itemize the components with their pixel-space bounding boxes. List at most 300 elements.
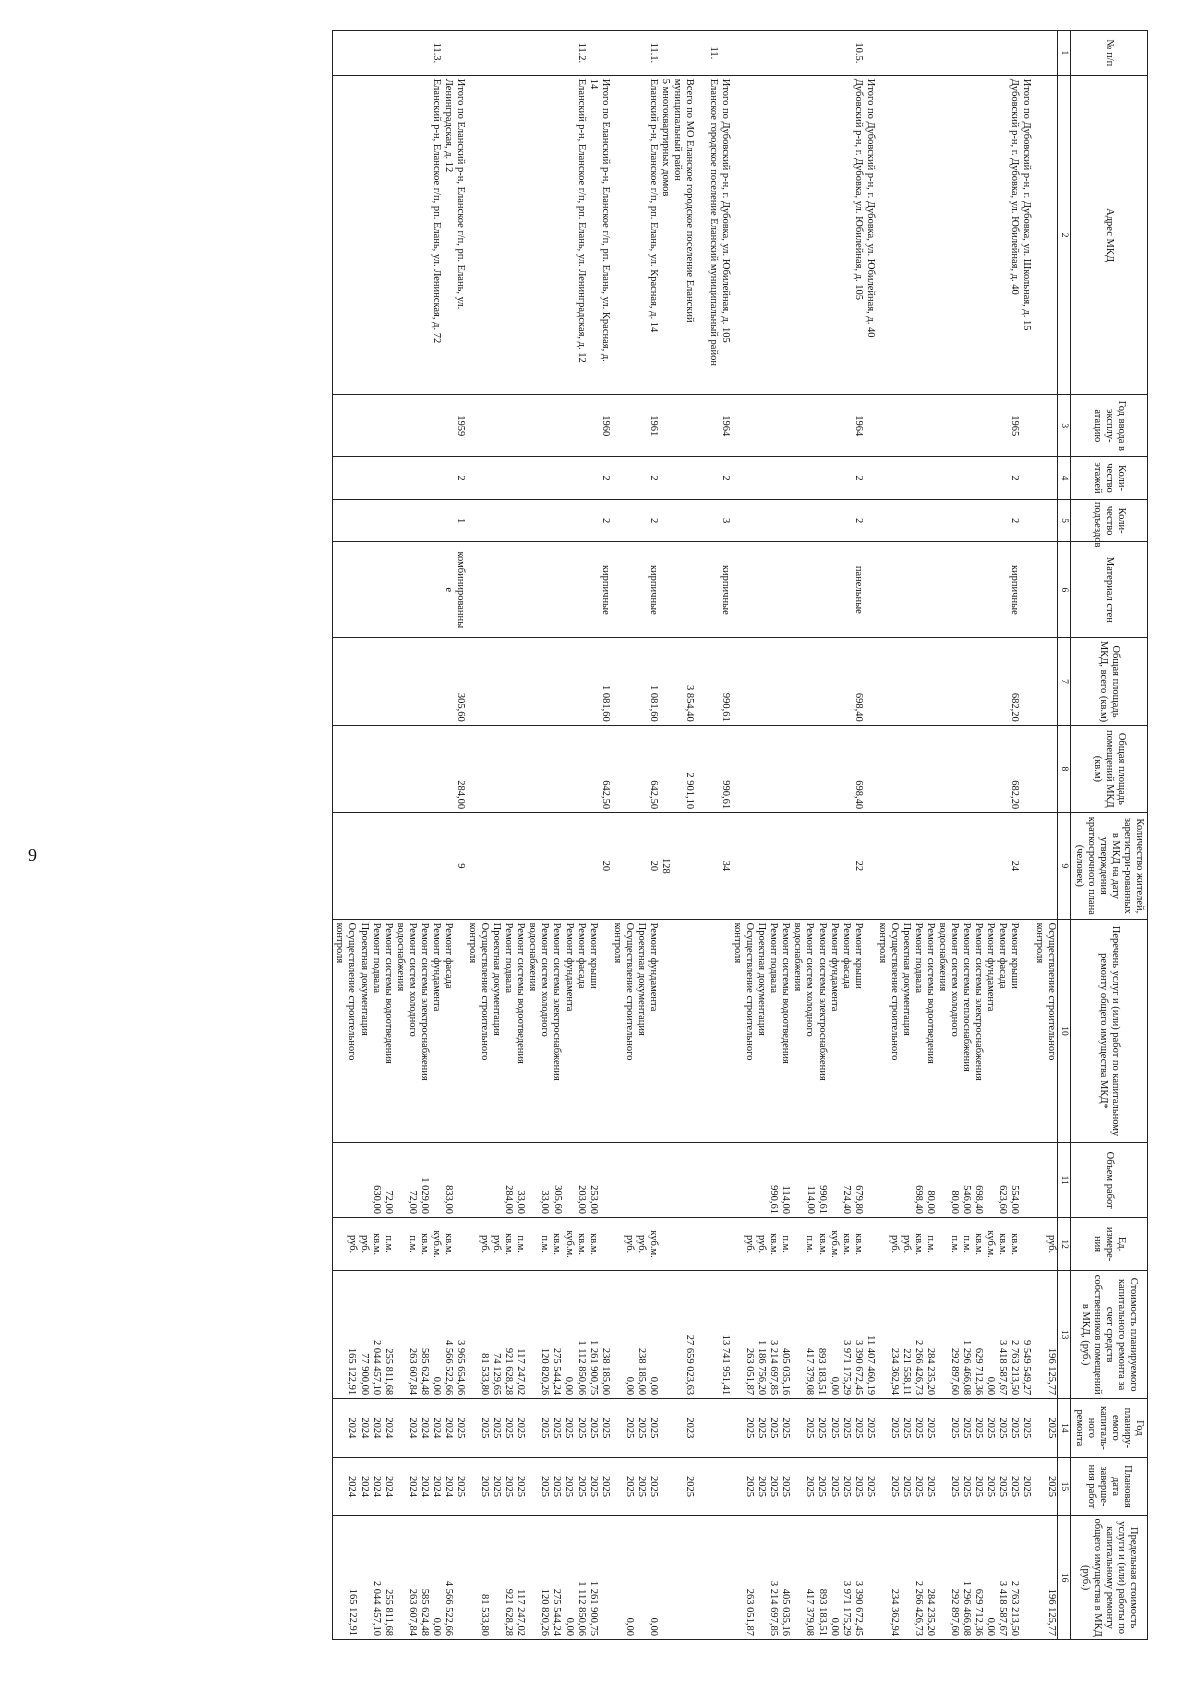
cell-line bbox=[454, 34, 466, 72]
cell-line: 1 112 850,06 bbox=[575, 1581, 587, 1636]
cell-col-13 bbox=[876, 1271, 1033, 1399]
cell-line: 2025 bbox=[515, 1475, 527, 1497]
cell-line bbox=[442, 34, 454, 72]
cell-line bbox=[671, 1274, 683, 1395]
cell-line: 2025 bbox=[551, 1475, 563, 1497]
cell-line: 1 186 756,20 bbox=[756, 1339, 768, 1396]
cell-line bbox=[1045, 729, 1057, 809]
cell-line bbox=[900, 1146, 912, 1214]
cell-line: 2024 bbox=[406, 1475, 418, 1497]
cell-line: Ленинградская, д. 12 bbox=[442, 78, 454, 173]
cell-line bbox=[864, 398, 876, 453]
cell-line: 1964 bbox=[720, 415, 732, 437]
cell-line bbox=[526, 1519, 538, 1636]
cell-line bbox=[671, 729, 683, 809]
cell-line bbox=[683, 460, 695, 496]
cell-line: 165 122,91 bbox=[346, 1347, 358, 1396]
cell-line: Ремонт крыши bbox=[852, 922, 864, 989]
cell-line: 0,00 bbox=[828, 1617, 840, 1636]
cell-col-9 bbox=[731, 813, 876, 920]
cell-col-13 bbox=[611, 1271, 695, 1399]
cell-line bbox=[707, 1221, 719, 1267]
cell-col-7 bbox=[611, 638, 695, 725]
cell-col-11 bbox=[731, 1143, 876, 1218]
column-header-3: Год ввода в эксплу-атацию bbox=[1070, 395, 1147, 457]
cell-line: 2025 bbox=[575, 1417, 587, 1439]
cell-col-8 bbox=[1033, 725, 1058, 812]
cell-line: 2024 bbox=[442, 1475, 454, 1497]
cell-line: Ремонт фасада bbox=[997, 922, 1009, 989]
cell-line bbox=[1045, 460, 1057, 496]
cell-line: 2025 bbox=[587, 1475, 599, 1497]
cell-line: Еланский р-н, Еланское г/п, рп. Елань, ул. Ленинская, д. 72 bbox=[430, 78, 442, 344]
cell-line: 585 624,48 bbox=[418, 1347, 430, 1396]
cell-line: 2025 bbox=[961, 1417, 973, 1439]
cell-line: 114,00 bbox=[780, 1185, 792, 1214]
cell-line: 5 многоквартирных домов bbox=[659, 78, 671, 197]
cell-line: 120 820,26 bbox=[539, 1347, 551, 1396]
cell-line: 642,50 bbox=[599, 780, 611, 810]
cell-line: Ремонт фасада bbox=[443, 922, 454, 989]
cell-line: 2025 bbox=[1021, 1417, 1033, 1439]
cell-line bbox=[1045, 503, 1057, 539]
cell-line: 263 051,87 bbox=[744, 1588, 756, 1636]
cell-col-13 bbox=[695, 1271, 731, 1399]
cell-line: панельные bbox=[852, 565, 864, 614]
cell-line bbox=[442, 503, 454, 539]
cell-line: 10.5. bbox=[852, 42, 864, 64]
cell-line: водоснабжения bbox=[527, 922, 539, 992]
cell-line: п.м. bbox=[406, 1235, 418, 1253]
cell-line bbox=[791, 1519, 803, 1636]
cell-line bbox=[563, 1146, 575, 1214]
cell-line: 2025 bbox=[925, 1417, 937, 1439]
cell-line bbox=[695, 545, 707, 634]
cell-line: 2025 bbox=[804, 1475, 816, 1497]
cell-line: 1 029,00 bbox=[418, 1177, 430, 1214]
cell-line: куб.м. bbox=[828, 1230, 840, 1258]
cell-line: 284 235,20 bbox=[925, 1347, 937, 1396]
cell-line: Ремонт систем холодного bbox=[406, 922, 418, 1037]
column-header-12: Ед. измере-ния bbox=[1070, 1217, 1147, 1270]
cell-line bbox=[587, 729, 599, 809]
column-header-16: Предельная стоимость услуги и (или) работы по капитальному ремонту общего имущества в МКД (руб.) bbox=[1070, 1516, 1147, 1640]
cell-line bbox=[599, 1221, 611, 1267]
cell-col-9 bbox=[611, 813, 695, 920]
cell-line: 2025 bbox=[503, 1475, 515, 1497]
cell-line: Ремонт системы водоотведения bbox=[515, 922, 527, 1064]
cell-col-5 bbox=[876, 499, 1033, 542]
cell-line: 2 bbox=[852, 475, 864, 481]
cell-col-12 bbox=[333, 1217, 466, 1270]
cell-col-1 bbox=[876, 31, 1033, 76]
cell-line: 679,80 bbox=[852, 1185, 864, 1214]
cell-line: 2025 bbox=[455, 1417, 466, 1439]
cell-line: 2025 bbox=[647, 1417, 659, 1439]
cell-line: 2025 bbox=[455, 1475, 466, 1497]
cell-line: 2025 bbox=[828, 1417, 840, 1439]
cell-line bbox=[1009, 34, 1021, 72]
cell-col-5 bbox=[466, 499, 611, 542]
cell-line bbox=[1033, 1402, 1045, 1454]
cell-line: Итого по Дубовский р-н, г. Дубовка, ул. Юбилейная, д. 105 bbox=[720, 78, 732, 343]
cell-line bbox=[430, 641, 442, 721]
cell-line: 630,00 bbox=[370, 1185, 382, 1214]
cell-line: Ремонт системы водоотведения bbox=[382, 922, 394, 1064]
cell-line: 2024 bbox=[430, 1417, 442, 1439]
cell-line bbox=[731, 1519, 743, 1636]
cell-line bbox=[454, 923, 466, 1140]
cell-line bbox=[695, 79, 707, 392]
cell-line bbox=[671, 1519, 683, 1636]
cell-line: кирпичные bbox=[720, 564, 732, 615]
cell-line: контроля bbox=[876, 922, 888, 964]
column-number-4: 4 bbox=[1057, 457, 1070, 500]
cell-col-6 bbox=[611, 542, 695, 638]
cell-line: 2025 bbox=[1021, 1475, 1033, 1497]
cell-line bbox=[707, 1461, 719, 1513]
cell-line: 2025 bbox=[864, 1417, 876, 1439]
cell-line: Проектная документация bbox=[358, 922, 370, 1036]
cell-line: 221 558,11 bbox=[900, 1348, 912, 1396]
cell-line: 2024 bbox=[358, 1475, 370, 1497]
cell-line bbox=[599, 1146, 611, 1214]
cell-line: 2025 bbox=[949, 1475, 961, 1497]
cell-line bbox=[864, 1146, 876, 1214]
cell-col-1 bbox=[1033, 31, 1058, 76]
cell-line: 2 bbox=[1009, 517, 1021, 524]
cell-line bbox=[394, 1461, 406, 1513]
cell-col-6 bbox=[333, 542, 466, 638]
column-number-12: 12 bbox=[1057, 1217, 1070, 1270]
cell-line: кв.м. bbox=[997, 1233, 1009, 1256]
cell-col-12 bbox=[466, 1217, 611, 1270]
cell-line: руб. bbox=[623, 1234, 635, 1254]
cell-line bbox=[683, 503, 695, 539]
cell-line: 2 bbox=[599, 475, 611, 481]
cell-line bbox=[1021, 503, 1033, 539]
column-header-1: № п/п bbox=[1070, 31, 1147, 76]
cell-line: 724,40 bbox=[840, 1185, 852, 1214]
cell-line: 284 235,20 bbox=[925, 1588, 937, 1636]
cell-line: куб.м. bbox=[647, 1230, 659, 1258]
cell-line: кв.м. bbox=[840, 1233, 852, 1256]
cell-line bbox=[575, 398, 587, 453]
cell-line: 234 362,94 bbox=[888, 1347, 900, 1396]
cell-line: 275 544,24 bbox=[551, 1588, 563, 1636]
cell-line: Ремонт системы электроснабжения bbox=[816, 922, 828, 1081]
cell-line bbox=[695, 460, 707, 496]
cell-col-7 bbox=[466, 638, 611, 725]
cell-line bbox=[1021, 1519, 1033, 1636]
cell-line: Ремонт подвала bbox=[913, 922, 924, 994]
header-row bbox=[1070, 31, 1147, 1640]
cell-line bbox=[659, 641, 671, 721]
cell-line: 2025 bbox=[780, 1417, 792, 1439]
cell-line: 203,00 bbox=[575, 1185, 587, 1214]
cell-line bbox=[1045, 641, 1057, 721]
cell-col-12 bbox=[731, 1217, 876, 1270]
cell-line: 196 125,77 bbox=[1045, 1347, 1057, 1396]
column-number-3: 3 bbox=[1057, 395, 1070, 457]
cell-line: 3 965 654,06 bbox=[455, 1339, 466, 1396]
cell-line: 2 266 426,73 bbox=[913, 1339, 924, 1396]
cell-line: Ремонт системы электроснабжения bbox=[973, 922, 985, 1081]
cell-line: 990,61 bbox=[720, 780, 732, 810]
cell-line bbox=[695, 641, 707, 721]
cell-line: п.м. bbox=[925, 1235, 937, 1253]
cell-line: кирпичные bbox=[1009, 564, 1021, 615]
cell-line: 0,00 bbox=[647, 1617, 659, 1636]
cell-col-1 bbox=[695, 31, 731, 76]
cell-line: 3 971 175,29 bbox=[840, 1339, 852, 1396]
cell-line bbox=[659, 1221, 671, 1267]
cell-line bbox=[864, 545, 876, 634]
cell-line: 921 628,28 bbox=[503, 1588, 515, 1636]
cell-col-9 bbox=[1033, 813, 1058, 920]
cell-line: 2024 bbox=[346, 1417, 358, 1439]
cell-line: 22 bbox=[852, 860, 864, 872]
cell-col-6 bbox=[695, 542, 731, 638]
cell-line bbox=[599, 34, 611, 72]
column-header-2: Адрес МКД bbox=[1070, 75, 1147, 395]
cell-line bbox=[695, 503, 707, 539]
cell-line bbox=[587, 641, 599, 721]
cell-line: кв.м. bbox=[370, 1233, 382, 1256]
cell-col-11 bbox=[466, 1143, 611, 1218]
cell-line bbox=[430, 398, 442, 453]
cell-line: 2025 bbox=[539, 1417, 551, 1439]
cell-col-15 bbox=[876, 1457, 1033, 1516]
cell-line bbox=[526, 1461, 538, 1513]
cell-line bbox=[659, 1461, 671, 1513]
cell-line: 546,00 bbox=[961, 1185, 973, 1214]
cell-line: 81 533,80 bbox=[479, 1594, 491, 1636]
cell-line: 11.1. bbox=[647, 42, 659, 64]
cell-line bbox=[1033, 1461, 1045, 1513]
cell-line: Ремонт системы водоотведения bbox=[925, 922, 937, 1064]
cell-line: 2 763 213,50 bbox=[1009, 1339, 1021, 1396]
table-row bbox=[611, 31, 695, 1640]
cell-line bbox=[888, 1146, 900, 1214]
cell-line bbox=[454, 1146, 466, 1214]
cell-line: 3 214 697,85 bbox=[768, 1339, 780, 1396]
cell-line: Ремонт систем холодного bbox=[949, 922, 961, 1037]
cell-line bbox=[1021, 1221, 1033, 1267]
cell-line: 2 bbox=[647, 517, 659, 524]
cell-line bbox=[466, 1274, 478, 1395]
cell-line: 2 bbox=[720, 475, 732, 481]
cell-line bbox=[587, 503, 599, 539]
cell-line bbox=[430, 460, 442, 496]
cell-line: 255 811,68 bbox=[382, 1348, 394, 1396]
cell-line bbox=[876, 1402, 888, 1454]
cell-line: 2025 bbox=[864, 1475, 876, 1497]
column-number-9: 9 bbox=[1057, 813, 1070, 920]
cell-col-7 bbox=[876, 638, 1033, 725]
table-row bbox=[731, 31, 876, 1640]
cell-line: Ремонт системы водоотведения bbox=[780, 922, 792, 1064]
cell-line bbox=[731, 1402, 743, 1454]
cell-line bbox=[659, 1274, 671, 1395]
cell-line: Ремонт крыши bbox=[587, 922, 599, 989]
cell-line bbox=[587, 545, 599, 634]
cell-line bbox=[659, 923, 671, 1140]
cell-line bbox=[635, 1519, 647, 1636]
cell-line bbox=[671, 460, 683, 496]
cell-line bbox=[575, 729, 587, 809]
cell-line: Осуществление строительного bbox=[479, 922, 491, 1061]
cell-line: куб.м. bbox=[563, 1230, 575, 1258]
cell-line: Ремонт системы электроснабжения bbox=[418, 922, 430, 1081]
cell-col-4 bbox=[466, 457, 611, 500]
cell-line bbox=[671, 1461, 683, 1513]
table-row bbox=[466, 31, 611, 1640]
cell-line bbox=[1045, 1146, 1057, 1214]
cell-col-14 bbox=[1033, 1399, 1058, 1458]
cell-line bbox=[454, 1221, 466, 1267]
cell-line: 990,61 bbox=[816, 1185, 828, 1214]
cell-line bbox=[695, 1519, 707, 1636]
cell-line: Дубовский р-н, г. Дубовка, ул. Юбилейная, д. 40 bbox=[1009, 78, 1021, 295]
cell-line: 305,60 bbox=[551, 1185, 563, 1214]
cell-line: 554,00 bbox=[1009, 1185, 1021, 1214]
cell-line bbox=[936, 1519, 948, 1636]
cell-line: 2025 bbox=[997, 1475, 1009, 1497]
cell-line bbox=[876, 1461, 888, 1513]
cell-line: 234 362,94 bbox=[889, 1588, 900, 1636]
cell-line: 2025 bbox=[587, 1417, 599, 1439]
cell-line bbox=[659, 1402, 671, 1454]
cell-line: Дубовский р-н, г. Дубовка, ул. Юбилейная, д. 105 bbox=[852, 78, 864, 301]
cell-line: 292 897,60 bbox=[949, 1347, 961, 1396]
cell-line bbox=[454, 1519, 466, 1636]
cell-line bbox=[731, 1221, 743, 1267]
cell-col-5 bbox=[695, 499, 731, 542]
cell-line: 2025 bbox=[515, 1417, 527, 1439]
cell-line: 24 bbox=[1009, 860, 1021, 872]
cell-line: 417 379,08 bbox=[804, 1588, 816, 1636]
cell-line: 2024 bbox=[406, 1417, 418, 1439]
cell-line: 2025 bbox=[479, 1475, 491, 1497]
cell-line: 263 051,87 bbox=[744, 1347, 756, 1396]
table-row bbox=[1033, 31, 1058, 1640]
cell-col-6 bbox=[466, 542, 611, 638]
cell-line: 2025 bbox=[623, 1417, 635, 1439]
cell-line: Ремонт фундамента bbox=[985, 922, 997, 1012]
cell-line bbox=[1021, 1146, 1033, 1214]
cell-line: 4 566 522,66 bbox=[442, 1339, 454, 1396]
cell-line bbox=[936, 1146, 948, 1214]
cell-line: 128 bbox=[659, 857, 671, 874]
cell-line bbox=[1033, 1519, 1045, 1636]
cell-line: 292 897,60 bbox=[949, 1588, 961, 1636]
cell-col-2 bbox=[1033, 75, 1058, 395]
cell-col-14 bbox=[876, 1399, 1033, 1458]
cell-line: куб.м. bbox=[430, 1230, 442, 1258]
column-header-9: Количество жителей, зарегистри-рованных в МКД на дату утверждения краткосрочного плана (человек) bbox=[1070, 813, 1147, 920]
cell-line: Ремонт системы теплоснабжения bbox=[961, 922, 973, 1072]
cell-line: 3 390 672,45 bbox=[852, 1339, 864, 1396]
cell-line bbox=[575, 503, 587, 539]
cell-line bbox=[707, 923, 719, 1140]
cell-line bbox=[695, 923, 707, 1140]
cell-col-11 bbox=[1033, 1143, 1058, 1218]
cell-line: кв.м. bbox=[768, 1233, 780, 1256]
table-row bbox=[333, 31, 466, 1640]
cell-line: 2 044 457,10 bbox=[370, 1580, 382, 1636]
cell-line bbox=[659, 545, 671, 634]
cell-line bbox=[984, 1146, 996, 1214]
cell-line: 284,00 bbox=[503, 1185, 515, 1214]
cell-col-1 bbox=[333, 31, 466, 76]
cell-line: 990,61 bbox=[720, 692, 732, 722]
cell-col-6 bbox=[731, 542, 876, 638]
cell-line bbox=[936, 1274, 948, 1395]
column-number-8: 8 bbox=[1057, 725, 1070, 812]
cell-line: руб. bbox=[346, 1234, 358, 1254]
page-number: 9 bbox=[28, 845, 37, 865]
cell-line: 2025 bbox=[575, 1475, 587, 1497]
cell-line bbox=[683, 1221, 695, 1267]
cell-line: руб. bbox=[888, 1234, 900, 1254]
cell-col-5 bbox=[333, 499, 466, 542]
cell-line bbox=[936, 1461, 948, 1513]
cell-line: 2023 bbox=[683, 1417, 695, 1439]
cell-line bbox=[707, 1274, 719, 1395]
cell-line bbox=[394, 1402, 406, 1454]
cell-col-15 bbox=[695, 1457, 731, 1516]
cell-line: 2024 bbox=[346, 1475, 358, 1497]
cell-line: 3 214 697,85 bbox=[768, 1580, 780, 1636]
cell-line: 13 741 951,41 bbox=[720, 1334, 732, 1396]
cell-line bbox=[864, 1519, 876, 1636]
cell-line bbox=[791, 1221, 803, 1267]
cell-line: Ремонт систем холодного bbox=[539, 922, 551, 1037]
cell-line: 2025 bbox=[985, 1417, 997, 1439]
cell-line: контроля bbox=[732, 922, 744, 964]
cell-col-7 bbox=[333, 638, 466, 725]
cell-line: 1 261 900,75 bbox=[587, 1580, 599, 1636]
cell-line: 1961 bbox=[647, 415, 659, 437]
cell-line: 0,00 bbox=[563, 1617, 575, 1636]
cell-line: руб. bbox=[744, 1234, 756, 1254]
column-header-8: Общая площадь помещений МКД (кв.м) bbox=[1070, 725, 1147, 812]
column-header-14: Год планиру-емого капиталь-ного ремонта bbox=[1070, 1399, 1147, 1458]
cell-line bbox=[1021, 641, 1033, 721]
cell-line bbox=[707, 1519, 719, 1636]
cell-line: 3 418 587,67 bbox=[997, 1339, 1009, 1396]
cell-line bbox=[526, 1146, 538, 1214]
cell-col-2 bbox=[731, 75, 876, 395]
cell-line: 1 296 466,08 bbox=[961, 1580, 973, 1636]
cell-line: Итого по Дубовский р-н, г. Дубовка, ул. Юбилейная, д. 40 bbox=[864, 78, 876, 338]
column-number-11: 11 bbox=[1057, 1143, 1070, 1218]
cell-line bbox=[599, 923, 611, 1140]
cell-line: 1 296 466,08 bbox=[961, 1339, 973, 1396]
cell-col-8 bbox=[466, 725, 611, 812]
cell-line bbox=[1033, 1146, 1045, 1214]
cell-col-7 bbox=[731, 638, 876, 725]
cell-line bbox=[900, 1519, 912, 1636]
cell-line: 72,00 bbox=[382, 1190, 394, 1214]
cell-line: 9 549 549,27 bbox=[1021, 1339, 1033, 1396]
cell-col-15 bbox=[1033, 1457, 1058, 1516]
cell-line: 1964 bbox=[852, 415, 864, 437]
cell-line: 2025 bbox=[647, 1475, 659, 1497]
cell-line: 253,00 bbox=[587, 1185, 599, 1214]
cell-line: 120 820,26 bbox=[539, 1588, 551, 1636]
